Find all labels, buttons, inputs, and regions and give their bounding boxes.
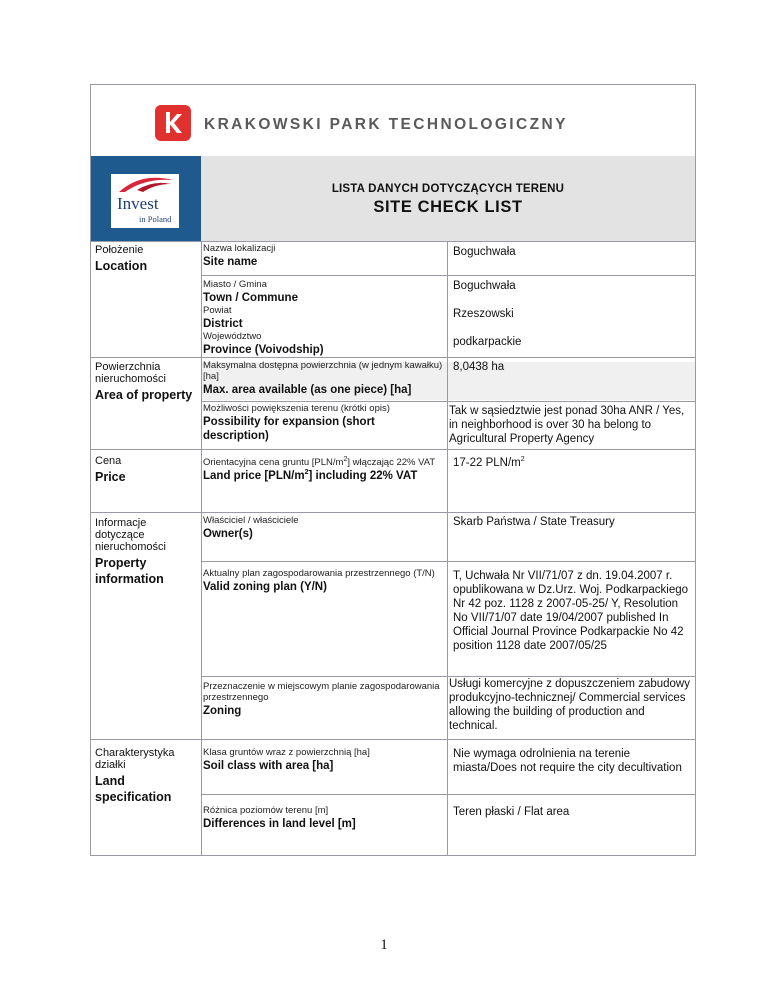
category-property-information: Informacje dotyczące nieruchomości Property information: [95, 517, 166, 586]
category-area: Powierzchnia nieruchomości Area of property: [95, 361, 193, 402]
row-expansion-label: Możliwości powiększenia terenu (krótki opis) Possibility for expansion (short description): [203, 403, 390, 442]
row-soil-label: Klasa gruntów wraz z powierzchnią [ha] Soil class with area [ha]: [203, 747, 370, 772]
owner-value: Skarb Państwa / State Treasury: [453, 516, 615, 528]
category-price: Cena Price: [95, 455, 126, 484]
max-area-value: 8,0438 ha: [453, 361, 505, 373]
title-english: SITE CHECK LIST: [373, 198, 523, 216]
row-price-label: Orientacyjna cena gruntu $[PLN/m^2]$ włączając 22% VAT Land price $[PLN/m^2]$ including 22% VAT: [203, 455, 436, 482]
row-max-area-label: Maksymalna dostępna powierzchnia (w jednym kawałku) [ha] Max. area available (as one piece) [ha]: [203, 360, 443, 396]
in-poland-logo-text: in Poland: [139, 214, 172, 224]
row-town-label: Miasto / Gmina Town / Commune: [203, 279, 298, 304]
row-zoning-label: Przeznaczenie w miejscowym planie zagospodarowania przestrzennego Zoning: [203, 681, 440, 717]
expansion-value: Tak w sąsiedztwie jest ponad 30ha ANR / Yes, in neighborhood is over 30 ha belong to Agricultural Property Agency: [449, 405, 685, 445]
invest-in-poland-logo: [91, 156, 201, 241]
zoning-value: Usługi komercyjne z dopuszczeniem zabudowy produkcyjno-technicznej/ Commercial services allowing the building of production and technical.: [449, 678, 690, 732]
category-location: Położenie Location: [95, 244, 148, 273]
site-name-value: Boguchwała: [453, 246, 516, 258]
kpt-logo-icon: [155, 105, 191, 141]
row-district-label: Powiat District: [203, 305, 243, 330]
invest-logo-text: Invest: [117, 194, 159, 213]
row-zoning-plan-label: Aktualny plan zagospodarowania przestrzennego (T/N) Valid zoning plan (Y/N): [203, 568, 435, 593]
level-value: Teren płaski / Flat area: [453, 806, 570, 818]
site-check-list-document: [90, 84, 696, 856]
district-value: Rzeszowski: [453, 308, 514, 320]
province-value: podkarpackie: [453, 336, 522, 348]
brand-name: KRAKOWSKI PARK TECHNOLOGICZNY: [204, 116, 568, 133]
title-band: [91, 156, 695, 241]
price-value: 17-22 PLN/$m^2$: [453, 456, 525, 469]
town-value: Boguchwała: [453, 280, 516, 292]
row-owner-label: Właściciel / właściciele Owner(s): [203, 515, 299, 540]
row-site-name-label: Nazwa lokalizacji Site name: [203, 243, 276, 268]
row-level-label: Różnica poziomów terenu [m] Differences in land level [m]: [203, 805, 356, 830]
row-province-label: Województwo Province (Voivodship): [203, 331, 324, 356]
brand-header: [91, 85, 695, 156]
category-land-specification: Charakterystyka działki Land specification: [95, 747, 175, 804]
zoning-plan-value: T, Uchwała Nr VII/71/07 z dn. 19.04.2007 r. opublikowana w Dz.Urz. Woj. Podkarpackiego Nr 42 poz. 1128 z 2007-05-25/ Y, Resolution No VII/71/07 date 19/04/2007 published In Official Journal Province Podkarpackie No 42 position 1128 date 2007/05/25: [453, 570, 689, 652]
title-polish: LISTA DANYCH DOTYCZĄCYCH TERENU: [331, 183, 565, 195]
page-number: 1: [380, 937, 388, 953]
soil-value: Nie wymaga odrolnienia na terenie miasta/Does not require the city decultivation: [453, 748, 682, 774]
